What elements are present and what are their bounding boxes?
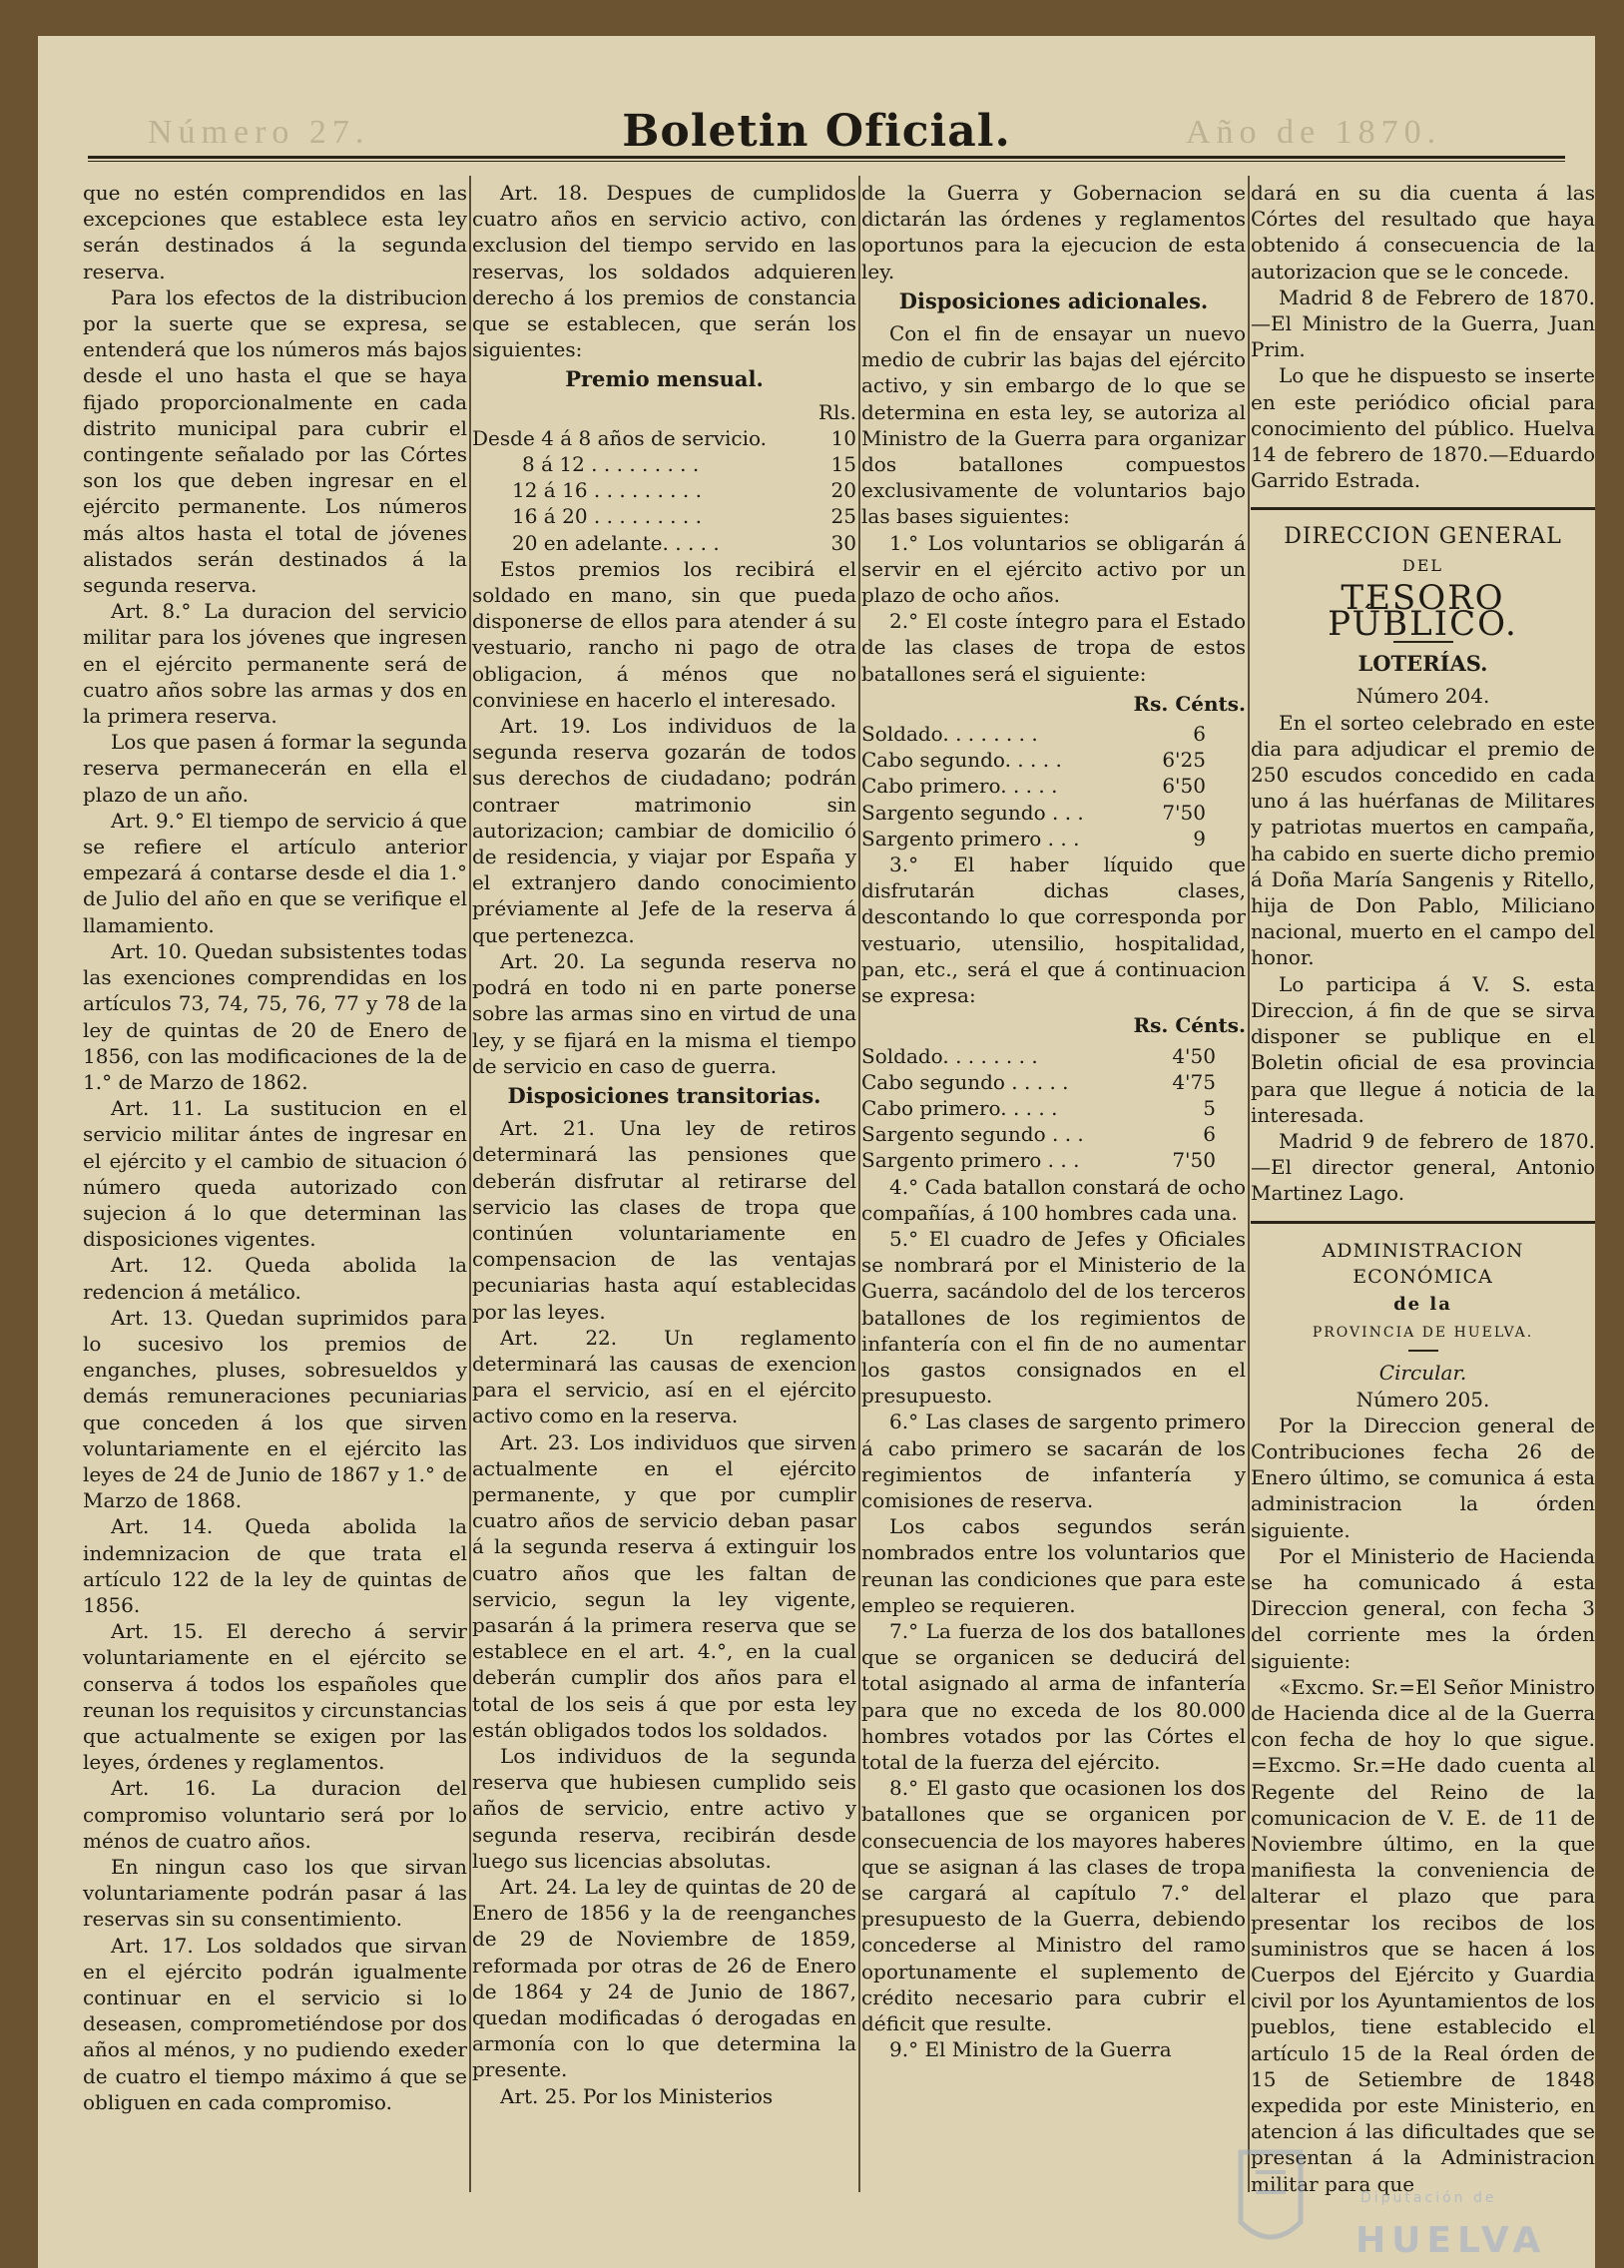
number-label: Número 204. (1355, 684, 1490, 709)
paragraph: Art. 8.° La duracion del servicio militar para los jóvenes que ingresen en el ejército permanente será de cuatro años sobre las armas y dos en la primera reserva. (83, 599, 467, 729)
paragraph: Lo que he dispuesto se inserte en este periódico oficial para conocimiento del público. Huelva 14 de febrero de 1870.—Eduardo Garrido Estrada. (1251, 363, 1595, 493)
paragraph: Art. 15. El derecho á servir voluntariamente en el ejército se conserva á todos los españoles que reunan los requisitos y circunstancias que actualmente se exigen por las leyes, órdenes y reglamentos. (83, 1619, 467, 1775)
table-row: 12 á 16 . . . . . . . . . 20 (512, 478, 856, 503)
paragraph: Para los efectos de la distribucion por la suerte que se expresa, se entenderá que los números más bajos desde el uno hasta el que se haya fijado proporcionalmente en cada distrito municipal para cubrir el contingente señalado por las Córtes son los que deben ingresar en el ejército permanente. Los números más altos hasta el total de jóvenes alistados serán destinados á la segunda reserva. (83, 284, 467, 598)
paragraph: Los cabos segundos serán nombrados entre los voluntarios que reunan las condiciones que para este empleo se requieren. (861, 1514, 1246, 1617)
premio-heading: Premio mensual. (565, 366, 764, 392)
paragraph: 9.° El Ministro de la Guerra (889, 2037, 1172, 2062)
adicionales-heading: Disposiciones adicionales. (898, 287, 1209, 313)
table-row: Desde 4 á 8 años de servicio. 10 (472, 425, 856, 450)
short-divider (1408, 1350, 1438, 1352)
paragraph: dará en su dia cuenta á las Córtes del resultado que haya obtenido á consecuencia de la autorizacion que se le concede. (1251, 181, 1595, 284)
watermark-text: HUELVA (1355, 2220, 1547, 2261)
transitorias-heading: Disposiciones transitorias. (507, 1082, 821, 1108)
paragraph: Los individuos de la segunda reserva que hubiesen cumplido seis años de servicio, entre activo y segunda reserva, recibirán desde luego sus licencias absolutas. (472, 1743, 856, 1873)
paragraph: que no estén comprendidos en las excepciones que establece esta ley serán destinados á la segunda reserva. (83, 181, 467, 284)
paragraph: Art. 24. La ley de quintas de 20 de Enero de 1856 y la de reenganches de 29 de Noviembre de 1859, reformada por otras de 26 de Enero de 1864 y 24 de Junio de 1867, quedan modificadas ó derogadas en armonía con lo que determina la presente. (472, 1875, 856, 2082)
unit-label: Rs. Cénts. (1133, 1013, 1246, 1038)
paragraph: Lo participa á V. S. esta Direccion, á fin de que se sirva disponer se publique en el Boletin oficial de esa provincia para que llegue á noticia de la interesada. (1251, 971, 1595, 1127)
column-1 (83, 180, 467, 2115)
signature-paragraph: Madrid 8 de Febrero de 1870. —El Ministro de la Guerra, Juan Prim. (1251, 284, 1595, 362)
table-row: 16 á 20 . . . . . . . . . 25 (512, 504, 856, 529)
paragraph: Art. 21. Una ley de retiros determinará las pensiones que deberán disfrutar al retirarse del servicio las clases de tropa que continúen voluntariamente en compensacion de las ventajas pecuniarias hasta aquí establecidas por las leyes. (472, 1116, 856, 1324)
paragraph: 5.° El cuadro de Jefes y Oficiales se nombrará por el Ministerio de la Guerra, sacándolo del de los terceros batallones de los regimientos de infantería con el fin de no aumentar los gastos consignados en el presupuesto. (861, 1226, 1246, 1409)
paragraph: Por la Direccion general de Contribuciones fecha 26 de Enero último, se comunica á esta administracion la órden siguiente. (1251, 1413, 1595, 1542)
table-row: 20 en adelante. . . . . 30 (512, 530, 856, 555)
table-row: Cabo primero. . . . . 5 (861, 1095, 1216, 1120)
table-row: Soldado. . . . . . . . 6 (861, 722, 1206, 747)
section-heading-sub: de la (1393, 1293, 1452, 1315)
paragraph: Estos premios los recibirá el soldado en mano, sin que pueda disponerse de ellos para atender á su vestuario, rancho ni pago de otra obligacion, á ménos que no conviniese en hacerlo el interesado. (472, 556, 856, 712)
column-2 (472, 180, 856, 2109)
section-heading-sub: DEL (1401, 555, 1444, 575)
table-row: Sargento primero . . . 9 (861, 826, 1206, 850)
table-row: Soldado. . . . . . . . 4'50 (861, 1043, 1216, 1068)
circular-label: Circular. (1378, 1361, 1467, 1386)
paragraph: Art. 10. Quedan subsistentes todas las exenciones comprendidas en los artículos 73, 74, 75, 76, 77 y 78 de la ley de quintas de 20 de Enero de 1856, con las modificaciones de la de 1.° de Marzo de 1862. (83, 938, 467, 1094)
paragraph: Con el fin de ensayar un nuevo medio de cubrir las bajas del ejército activo, y sin embargo de lo que se determina en esta ley, se autoriza al Ministro de la Guerra para organizar dos batallones compuestos exclusivamente de voluntarios bajo las bases siguientes: (861, 321, 1246, 529)
paragraph: 6.° Las clases de sargento primero á cabo primero se sacarán de los regimientos de infantería y comisiones de reserva. (861, 1410, 1246, 1512)
paragraph: Art. 17. Los soldados que sirvan en el ejército podrán igualmente continuar en el servicio si lo deseasen, comprometiéndose por dos años al ménos, y no pudiendo exeder de cuatro el tiempo máximo á que se obliguen en cada compromiso. (83, 1933, 467, 2114)
table-row: 8 á 12 . . . . . . . . . 15 (522, 452, 856, 477)
signature-paragraph: Madrid 9 de febrero de 1870. —El director general, Antonio Martinez Lago. (1251, 1128, 1595, 1206)
table-header (472, 399, 856, 425)
table-row: Sargento segundo . . . 7'50 (861, 800, 1206, 825)
loterias-heading: LOTERÍAS. (1357, 651, 1488, 677)
paragraph: Art. 25. Por los Ministerios (500, 2083, 774, 2108)
paragraph: Art. 22. Un reglamento determinará las causas de exencion para el servicio, así en el ejército activo como en la reserva. (472, 1325, 856, 1428)
column-3 (861, 180, 1246, 2062)
table-row: Cabo segundo. . . . . 6'25 (861, 748, 1206, 773)
paragraph: 7.° La fuerza de los dos batallones que se organicen se deducirá del total asignado al arma de infantería para que no exceda de los 80.000 hombres votados por las Córtes el total de la fuerza del ejército. (861, 1618, 1246, 1774)
paragraph: Art. 18. Despues de cumplidos cuatro años en servicio activo, con exclusion del tiempo servido en las reservas, los soldados adquieren derecho á los premios de constancia que se establecen, que serán los siguientes: (472, 181, 856, 362)
section-heading: DIRECCION GENERAL (1284, 524, 1562, 550)
paragraph: 8.° El gasto que ocasionen los dos batallones que se organicen por consecuencia de los mayores haberes que se asignan á las clases de tropa se cargará al capítulo 7.° del presupuesto de la Guerra, debiendo concederse al Ministro del ramo oportunamente el suplemento de crédito necesario para cubrir el déficit que resulte. (861, 1776, 1246, 2036)
table-row: Cabo segundo . . . . . 4'75 (861, 1069, 1216, 1094)
unit-label: Rls. (817, 399, 856, 424)
table-header (861, 1012, 1246, 1038)
table-row: Sargento primero . . . 7'50 (861, 1148, 1216, 1173)
masthead-bleedthrough-left: Número 27. (148, 114, 370, 151)
paragraph: 1.° Los voluntarios se obligarán á servir en el ejército activo por un plazo de ocho años. (861, 530, 1246, 608)
paragraph: Art. 19. Los individuos de la segunda reserva gozarán de todos sus derechos de ciudadano; podrán contraer matrimonio sin autorizacion; cambiar de domicilio ó de residencia, y viajar por España y el extranjero dando conocimiento préviamente al Jefe de la reserva á que pertenezca. (472, 714, 856, 947)
unit-label: Rs. Cénts. (1133, 691, 1246, 716)
column-divider (858, 176, 860, 2192)
paragraph: de la Guerra y Gobernacion se dictarán las órdenes y reglamentos oportunos para la ejecucion de esta ley. (861, 181, 1246, 284)
paragraph: Art. 13. Quedan suprimidos para lo sucesivo los premios de enganches, pluses, sobresueldos y demás remuneraciones pecuniarias que conceden á los que sirven voluntariamente en el ejército las leyes de 24 de Junio de 1867 y 1.° de Marzo de 1868. (83, 1305, 467, 1513)
table-row: Cabo primero. . . . . 6'50 (861, 774, 1206, 799)
column-divider (469, 176, 471, 2192)
paragraph: 4.° Cada batallon constará de ocho compañías, á 100 hombres cada una. (861, 1174, 1246, 1225)
paragraph: 2.° El coste íntegro para el Estado de las clases de tropa de estos batallones será el siguiente: (861, 609, 1246, 686)
section-divider (1251, 507, 1595, 510)
paragraph: 3.° El haber líquido que disfrutarán dichas clases, descontando lo que corresponda por vestuario, utensilio, hospitalidad, pan, etc., será el que á continuacion se expresa: (861, 852, 1246, 1008)
newspaper-page (38, 36, 1595, 2268)
section-heading-sub: PROVINCIA DE HUELVA. (1312, 1325, 1534, 1342)
section-heading: ADMINISTRACION ECONÓMICA (1322, 1239, 1524, 1288)
watermark-subtext: Diputación de (1360, 2190, 1497, 2206)
section-divider (1251, 1221, 1595, 1224)
table-header (861, 691, 1246, 717)
paragraph: «Excmo. Sr.=El Señor Ministro de Hacienda dice al de la Guerra con fecha de hoy lo que sigue. =Excmo. Sr.=He dado cuenta al Regente del Reino de la comunicacion de V. E. de 11 de Noviembre último, en la que manifiesta la conveniencia de alterar el plazo que para presentar los recibos de los suministros que se hacen á los Cuerpos del Ejército y Guardia civil por los Ayuntamientos de los pueblos, tiene establecido el artículo 15 de la Real órden de 15 de Setiembre de 1848 expedida por este Ministerio, en atencion á las dificultades que se presentan á la Administracion militar para que (1251, 1674, 1595, 2196)
number-label: Número 205. (1355, 1387, 1490, 1412)
section-title: TESORO PÚBLICO. (1328, 577, 1518, 645)
paragraph: Art. 14. Queda abolida la indemnizacion de que trata el artículo 122 de la ley de quintas de 1856. (83, 1514, 467, 1617)
column-4 (1251, 180, 1595, 2197)
paragraph: Art. 11. La sustitucion en el servicio militar ántes de ingresar en el ejército y el cambio de situacion ó número queda autorizado con sujecion á lo que determinan las disposiciones vigentes. (83, 1096, 467, 1252)
paragraph: Art. 20. La segunda reserva no podrá en todo ni en parte ponerse sobre las armas sino en virtud de una ley, y se fijará en la misma el tiempo de servicio en caso de guerra. (472, 948, 856, 1078)
paragraph: Art. 23. Los individuos que sirven actualmente en el ejército permanente, y que por cumplir cuatro años de servicio deban pasar á la segunda reserva á extinguir los cuatro años que les faltan de servicio, segun la ley vigente, pasarán á la primera reserva que se establece en el art. 4.°, en la cual deberán cumplir dos años para el total de los seis á que por esta ley están obligados todos los soldados. (472, 1429, 856, 1742)
paragraph: Art. 16. La duracion del compromiso voluntario será por lo ménos de cuatro años. (83, 1776, 467, 1853)
masthead-rule (88, 156, 1565, 162)
paragraph: Art. 9.° El tiempo de servicio á que se refiere el artículo anterior empezará á contarse desde el dia 1.° de Julio del año en que se verifique el llamamiento. (83, 808, 467, 937)
masthead-bleedthrough-right: Año de 1870. (1186, 114, 1442, 151)
paragraph: Art. 12. Queda abolida la redencion á metálico. (83, 1253, 467, 1304)
paragraph: En ningun caso los que sirvan voluntariamente podrán pasar á las reservas sin su consentimiento. (83, 1855, 467, 1932)
table-row: Sargento segundo . . . 6 (861, 1122, 1216, 1147)
paragraph: En el sorteo celebrado en este dia para adjudicar el premio de 250 escudos concedido en cada uno á las huérfanas de Militares y patriotas muertos en campaña, ha cabido en suerte dicho premio á Doña María Sangenis y Ritello, hija de Don Pablo, Miliciano nacional, muerto en el campo del honor. (1251, 710, 1595, 970)
paragraph: Los que pasen á formar la segunda reserva permanecerán en ella el plazo de un año. (83, 730, 467, 807)
masthead (38, 96, 1595, 156)
masthead-title: Boletin Oficial. (622, 106, 1011, 157)
paragraph: Por el Ministerio de Hacienda se ha comunicado á esta Direccion general, con fecha 3 del corriente mes la órden siguiente: (1251, 1543, 1595, 1673)
column-divider (1248, 176, 1250, 2192)
